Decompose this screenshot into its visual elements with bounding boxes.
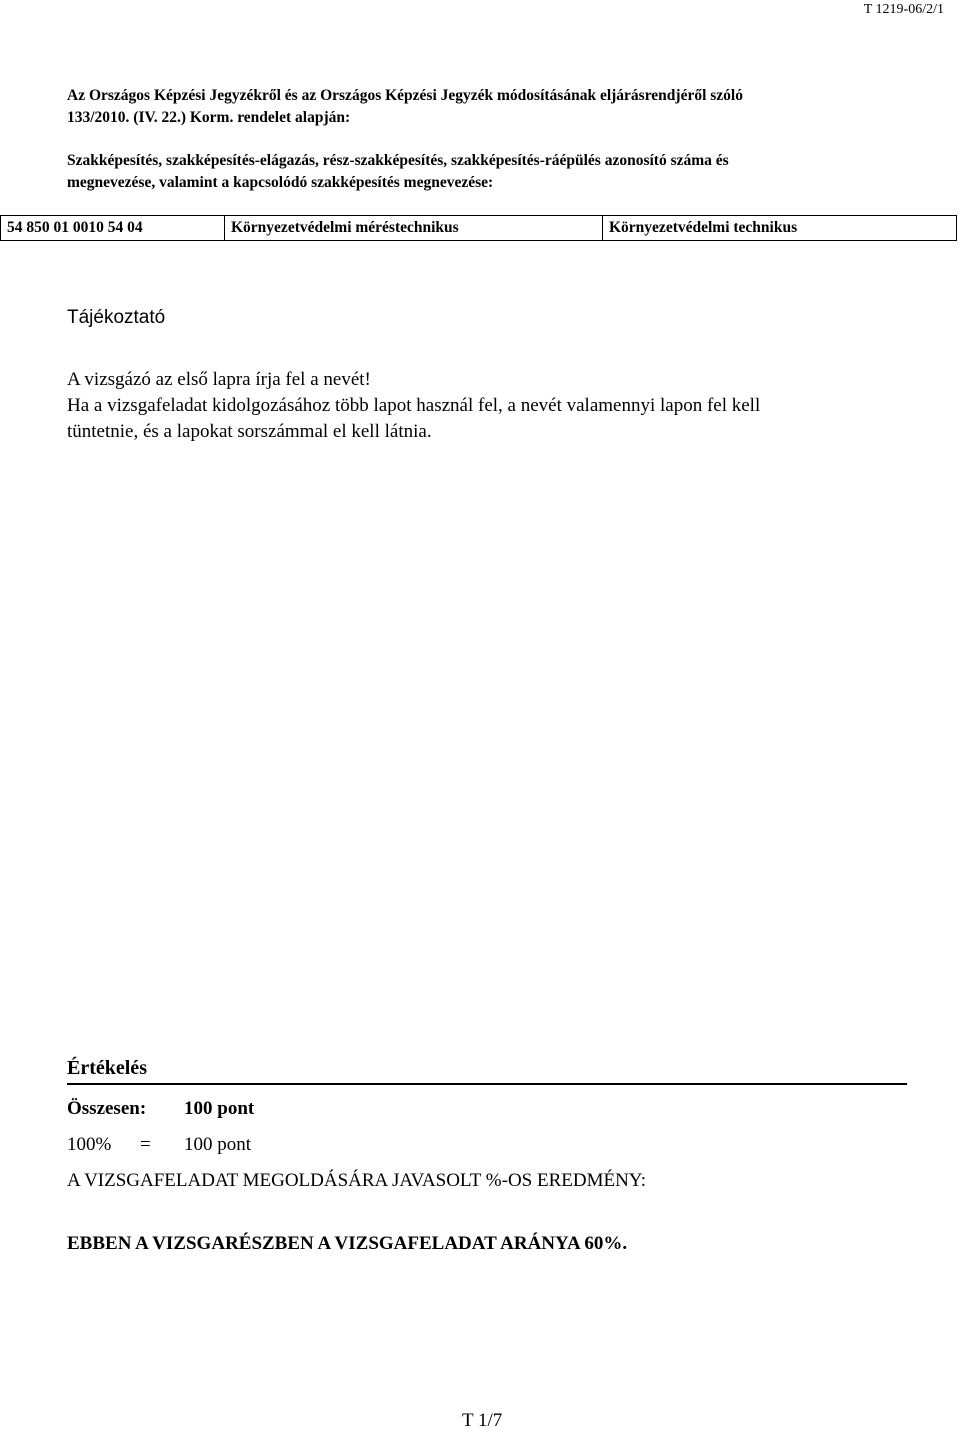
info-line: Ha a vizsgafeladat kidolgozásához több lapot használ fel, a nevét valamennyi lapon fel kell [67,395,761,416]
qualification-intro-line: megnevezése, valamint a kapcsolódó szakképesítés megnevezése: [67,174,494,191]
percent-row [67,1134,251,1156]
evaluation-divider [67,1083,907,1085]
legal-basis-text [67,85,917,129]
info-line: A vizsgázó az első lapra írja fel a nevét! [67,369,371,390]
qualification-intro [67,150,917,194]
percent-label: 100% [67,1134,112,1155]
qualification-code: 54 850 01 0010 54 04 [1,216,225,241]
percent-value: 100 pont [184,1134,252,1155]
ratio-text: EBBEN A VIZSGARÉSZBEN A VIZSGAFELADAT ARÁNYA 60%. [67,1233,628,1254]
page-number: T 1/7 [462,1410,503,1431]
table-row [1,216,957,241]
info-line: tüntetnie, és a lapokat sorszámmal el kell látnia. [67,421,432,442]
total-label: Összesen: [67,1098,147,1119]
total-row [67,1098,254,1120]
evaluation-title: Értékelés [67,1057,147,1079]
equals-sign: = [140,1134,151,1155]
qualification-table [0,215,957,241]
document-id: T 1219-06/2/1 [863,2,944,17]
legal-basis-line: 133/2010. (IV. 22.) Korm. rendelet alapján: [67,109,351,126]
info-title: Tájékoztató [67,307,166,328]
legal-basis-line: Az Országos Képzési Jegyzékről és az Országos Képzési Jegyzék módosításának eljárásrendjéről szóló [67,87,743,104]
info-text [67,367,927,445]
total-value: 100 pont [184,1098,255,1119]
qualification-intro-line: Szakképesítés, szakképesítés-elágazás, rész-szakképesítés, szakképesítés-ráépülés azonosító száma és [67,152,729,169]
result-label: A VIZSGAFELADAT MEGOLDÁSÁRA JAVASOLT %-OS EREDMÉNY: [67,1170,647,1191]
qualification-name: Környezetvédelmi méréstechnikus [225,216,603,241]
related-qualification: Környezetvédelmi technikus [603,216,957,241]
